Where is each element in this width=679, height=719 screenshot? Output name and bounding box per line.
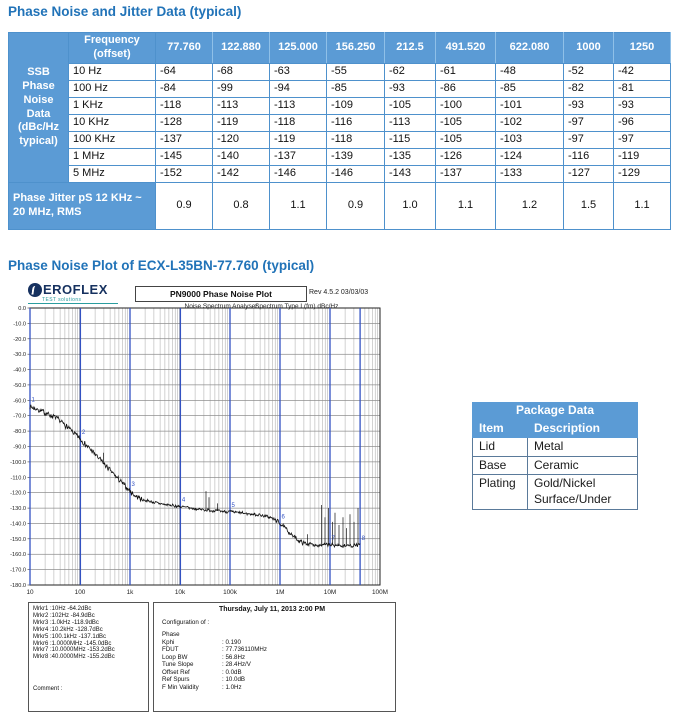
- config-value: : 77.736110MHz: [222, 646, 267, 653]
- config-value: : 1.0Hz: [222, 683, 242, 691]
- svg-text:-130.0: -130.0: [10, 506, 26, 513]
- noise-value-cell: -109: [327, 98, 385, 115]
- config-row: [162, 676, 395, 684]
- noise-value-cell: -124: [496, 149, 564, 166]
- svg-text:10k: 10k: [174, 589, 186, 597]
- config-row: [162, 654, 395, 662]
- noise-value-cell: -93: [614, 98, 671, 115]
- plot-title: PN9000 Phase Noise Plot: [135, 286, 307, 302]
- package-data-table: [472, 402, 638, 510]
- noise-value-cell: -120: [213, 132, 270, 149]
- table-row: [473, 475, 638, 509]
- noise-value-cell: -119: [270, 132, 327, 149]
- offset-cell: 1 KHz: [69, 98, 156, 115]
- marker-readout-line: Mrkr7 :10.0000MHz -153.2dBc: [33, 647, 115, 654]
- marker-readout-line: Mrkr3 :1.0kHz -118.9dBc: [33, 619, 99, 626]
- table-row: [9, 115, 671, 132]
- config-value: : 28.4Hz/V: [222, 661, 251, 668]
- package-column-header: Description: [528, 419, 638, 438]
- config-label: Ref Spurs: [162, 676, 190, 683]
- noise-value-cell: -142: [213, 166, 270, 183]
- table-row: [9, 166, 671, 183]
- config-label: Offset Ref: [162, 668, 190, 676]
- frequency-column-header: 125.000: [270, 33, 327, 64]
- svg-text:-70.0: -70.0: [13, 413, 26, 420]
- plot-spectrum-type-label: Spectrum Type L(fm) dBc/Hz: [255, 303, 339, 310]
- svg-text:4: 4: [181, 497, 186, 504]
- svg-text:0.0: 0.0: [18, 306, 26, 312]
- noise-value-cell: -52: [564, 64, 614, 81]
- marker-readout-line: Mrkr4 :10.2kHz -128.7dBc: [33, 626, 103, 633]
- noise-value-cell: -116: [327, 115, 385, 132]
- noise-value-cell: -137: [436, 166, 496, 183]
- config-row: [162, 661, 395, 669]
- ssb-row-header: SSB Phase Noise Data (dBc/Hz typical): [9, 33, 69, 183]
- offset-cell: 10 KHz: [69, 115, 156, 132]
- table-row: [9, 132, 671, 149]
- jitter-value-cell: 1.0: [385, 183, 436, 230]
- plot-analyser-label: Noise Spectrum Analyser: [184, 303, 258, 310]
- svg-text:1: 1: [31, 397, 35, 404]
- config-header: Configuration of :: [162, 618, 210, 626]
- section-title-plot: Phase Noise Plot of ECX-L35BN-77.760 (typical): [8, 258, 315, 273]
- config-value: : 10.0dB: [222, 676, 246, 683]
- noise-value-cell: -135: [385, 149, 436, 166]
- svg-text:-120.0: -120.0: [10, 490, 26, 497]
- config-value: : 56.8Hz: [222, 653, 246, 661]
- svg-text:100: 100: [74, 589, 86, 597]
- config-value: : 0.0dB: [222, 668, 242, 676]
- jitter-value-cell: 1.1: [270, 183, 327, 230]
- phase-noise-jitter-table: [8, 32, 671, 230]
- table-row: [9, 98, 671, 115]
- frequency-column-header: 1000: [564, 33, 614, 64]
- offset-cell: 10 Hz: [69, 64, 156, 81]
- noise-value-cell: -55: [327, 64, 385, 81]
- noise-value-cell: -97: [564, 115, 614, 132]
- noise-value-cell: -68: [213, 64, 270, 81]
- noise-value-cell: -137: [270, 149, 327, 166]
- table-row: [9, 149, 671, 166]
- marker-list: [33, 606, 148, 661]
- svg-text:-100.0: -100.0: [10, 459, 26, 466]
- svg-text:-40.0: -40.0: [13, 367, 26, 374]
- noise-value-cell: -97: [614, 132, 671, 149]
- config-row: [162, 639, 395, 647]
- section-title-noise-jitter: Phase Noise and Jitter Data (typical): [8, 4, 242, 19]
- svg-text:-160.0: -160.0: [10, 552, 26, 559]
- noise-value-cell: -42: [614, 64, 671, 81]
- offset-cell: 1 MHz: [69, 149, 156, 166]
- svg-text:5: 5: [231, 502, 235, 509]
- package-item-cell: Base: [473, 456, 528, 475]
- svg-text:3: 3: [131, 482, 135, 489]
- svg-text:-170.0: -170.0: [10, 567, 26, 574]
- noise-value-cell: -84: [156, 81, 213, 98]
- marker-readout-box: [28, 602, 149, 712]
- noise-value-cell: -97: [564, 132, 614, 149]
- noise-value-cell: -146: [327, 166, 385, 183]
- svg-text:100k: 100k: [223, 589, 237, 597]
- config-box: [153, 602, 396, 712]
- config-row: [162, 669, 395, 677]
- config-label: Loop BW: [162, 653, 188, 661]
- noise-value-cell: -113: [270, 98, 327, 115]
- noise-value-cell: -126: [436, 149, 496, 166]
- marker-readout-line: Mrkr5 :100.1kHz -137.1dBc: [33, 633, 107, 640]
- svg-text:-60.0: -60.0: [13, 398, 26, 405]
- noise-value-cell: -119: [213, 115, 270, 132]
- noise-value-cell: -113: [213, 98, 270, 115]
- noise-value-cell: -61: [436, 64, 496, 81]
- noise-value-cell: -129: [614, 166, 671, 183]
- noise-value-cell: -62: [385, 64, 436, 81]
- config-date: Thursday, July 11, 2013 2:00 PM: [218, 606, 326, 613]
- svg-text:6: 6: [281, 514, 285, 521]
- package-item-cell: Lid: [473, 438, 528, 457]
- config-label: F Min Validity: [162, 683, 199, 691]
- svg-text:7: 7: [331, 536, 335, 542]
- noise-value-cell: -85: [327, 81, 385, 98]
- noise-value-cell: -93: [385, 81, 436, 98]
- jitter-value-cell: 0.9: [327, 183, 385, 230]
- aeroflex-logo-icon: [28, 283, 42, 297]
- plot-revision: Rev 4.5.2 03/03/03: [309, 289, 369, 296]
- aeroflex-logo-subtext: TEST solutions: [28, 297, 118, 304]
- noise-value-cell: -81: [614, 81, 671, 98]
- marker-readout-line: Mrkr6 :1.0000MHz -145.0dBc: [33, 640, 112, 647]
- noise-value-cell: -140: [213, 149, 270, 166]
- jitter-row-header: Phase Jitter pS 12 KHz ~ 20 MHz, RMS: [9, 183, 156, 230]
- svg-text:8: 8: [361, 536, 365, 542]
- config-label: FDUT: [162, 646, 179, 653]
- noise-value-cell: -115: [385, 132, 436, 149]
- svg-text:-50.0: -50.0: [13, 382, 26, 389]
- table-row: [9, 81, 671, 98]
- offset-cell: 5 MHz: [69, 166, 156, 183]
- jitter-value-cell: 1.5: [564, 183, 614, 230]
- aeroflex-logo-text: EROFLEX: [43, 282, 108, 297]
- svg-text:10M: 10M: [323, 589, 337, 597]
- noise-value-cell: -48: [496, 64, 564, 81]
- noise-value-cell: -101: [496, 98, 564, 115]
- noise-value-cell: -145: [156, 149, 213, 166]
- noise-value-cell: -93: [564, 98, 614, 115]
- noise-value-cell: -105: [436, 115, 496, 132]
- marker-readout-line: Mrkr1 :10Hz -64.2dBc: [33, 606, 92, 612]
- noise-value-cell: -102: [496, 115, 564, 132]
- svg-text:100M: 100M: [372, 589, 388, 597]
- noise-value-cell: -152: [156, 166, 213, 183]
- package-item-cell: Plating: [473, 475, 528, 509]
- frequency-column-header: 77.760: [156, 33, 213, 64]
- noise-value-cell: -127: [564, 166, 614, 183]
- config-label: Tune Slope: [162, 661, 194, 668]
- svg-text:1M: 1M: [275, 589, 285, 597]
- noise-value-cell: -103: [496, 132, 564, 149]
- offset-cell: 100 Hz: [69, 81, 156, 98]
- config-row: [162, 646, 395, 654]
- noise-value-cell: -86: [436, 81, 496, 98]
- jitter-value-cell: 0.9: [156, 183, 213, 230]
- frequency-column-header: 212.5: [385, 33, 436, 64]
- noise-value-cell: -63: [270, 64, 327, 81]
- config-value: : 0.190: [222, 638, 241, 646]
- package-description-cell: Metal: [528, 438, 638, 457]
- svg-text:1k: 1k: [126, 589, 134, 597]
- config-group: Phase: [162, 631, 180, 638]
- noise-value-cell: -118: [270, 115, 327, 132]
- svg-text:-30.0: -30.0: [13, 352, 26, 359]
- svg-text:-90.0: -90.0: [13, 444, 26, 451]
- offset-cell: 100 KHz: [69, 132, 156, 149]
- noise-value-cell: -128: [156, 115, 213, 132]
- svg-text:2: 2: [81, 430, 86, 437]
- frequency-column-header: 491.520: [436, 33, 496, 64]
- jitter-value-cell: 1.2: [496, 183, 564, 230]
- config-label: Kphi: [162, 638, 175, 646]
- frequency-column-header: 156.250: [327, 33, 385, 64]
- svg-text:-20.0: -20.0: [13, 336, 26, 343]
- noise-value-cell: -85: [496, 81, 564, 98]
- noise-value-cell: -143: [385, 166, 436, 183]
- svg-text:-110.0: -110.0: [10, 475, 26, 482]
- noise-value-cell: -64: [156, 64, 213, 81]
- noise-value-cell: -118: [156, 98, 213, 115]
- noise-value-cell: -96: [614, 115, 671, 132]
- noise-value-cell: -146: [270, 166, 327, 183]
- marker-readout-line: Mrkr2 :102Hz -84.9dBc: [33, 612, 95, 619]
- package-description-cell: Gold/Nickel Surface/Under: [528, 475, 638, 509]
- frequency-column-header: 1250: [614, 33, 671, 64]
- frequency-column-header: 622.080: [496, 33, 564, 64]
- noise-value-cell: -118: [327, 132, 385, 149]
- svg-text:-180.0: -180.0: [10, 583, 26, 589]
- frequency-offset-header: Frequency (offset): [69, 33, 156, 64]
- package-column-header: Item: [473, 419, 528, 438]
- noise-value-cell: -82: [564, 81, 614, 98]
- aeroflex-logo: [28, 282, 128, 304]
- noise-value-cell: -119: [614, 149, 671, 166]
- package-description-cell: Ceramic: [528, 456, 638, 475]
- jitter-value-cell: 1.1: [436, 183, 496, 230]
- noise-value-cell: -105: [436, 132, 496, 149]
- package-table-title: Package Data: [473, 403, 638, 420]
- phase-noise-plot: [8, 281, 408, 717]
- config-list: [162, 639, 395, 692]
- phase-noise-chart: [8, 281, 408, 601]
- noise-value-cell: -133: [496, 166, 564, 183]
- noise-value-cell: -94: [270, 81, 327, 98]
- frequency-column-header: 122.880: [213, 33, 270, 64]
- config-row: [162, 684, 395, 692]
- svg-text:-140.0: -140.0: [10, 521, 26, 528]
- jitter-row: [9, 183, 671, 230]
- marker-readout-line: Mrkr8 :40.0000MHz -155.2dBc: [33, 654, 115, 661]
- noise-value-cell: -99: [213, 81, 270, 98]
- table-row: [473, 438, 638, 457]
- noise-value-cell: -137: [156, 132, 213, 149]
- jitter-value-cell: 0.8: [213, 183, 270, 230]
- table-row: [9, 64, 671, 81]
- noise-value-cell: -100: [436, 98, 496, 115]
- svg-text:-150.0: -150.0: [10, 536, 26, 543]
- svg-text:-10.0: -10.0: [13, 321, 26, 328]
- table-row: [473, 456, 638, 475]
- noise-value-cell: -139: [327, 149, 385, 166]
- noise-value-cell: -116: [564, 149, 614, 166]
- jitter-value-cell: 1.1: [614, 183, 671, 230]
- noise-value-cell: -105: [385, 98, 436, 115]
- comment-label: Comment :: [33, 686, 63, 693]
- svg-text:-80.0: -80.0: [13, 429, 26, 436]
- noise-value-cell: -113: [385, 115, 436, 132]
- svg-text:10: 10: [26, 589, 34, 597]
